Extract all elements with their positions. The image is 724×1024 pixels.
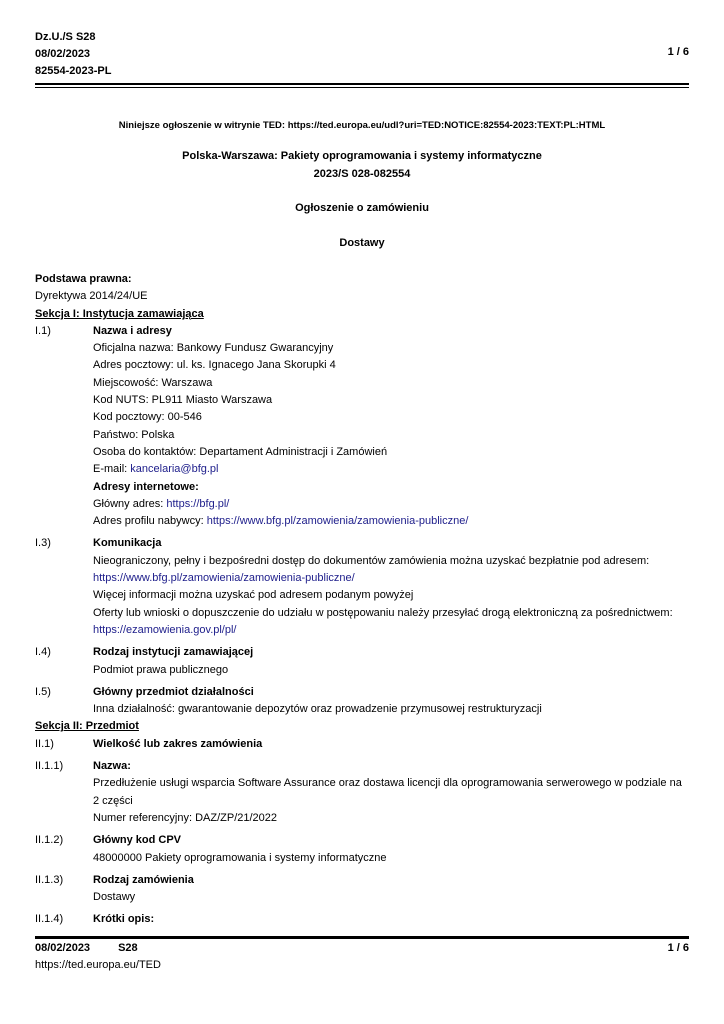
body-line [93, 479, 689, 496]
item-content [93, 736, 689, 753]
text-run: Adres profilu nabywcy: [93, 515, 207, 528]
item-heading: Krótki opis: [93, 913, 155, 926]
text-run: Numer referencyjny: DAZ/ZP/21/2022 [93, 811, 278, 824]
body-line [93, 496, 689, 513]
numbered-item [35, 832, 689, 867]
item-heading: Rodzaj instytucji zamawiającej [93, 646, 254, 659]
body-line [93, 605, 689, 640]
item-label: I.5) [35, 685, 51, 698]
item-heading: Wielkość lub zakres zamówienia [93, 737, 263, 750]
section-heading: Sekcja II: Przedmiot [35, 720, 139, 733]
text-run: 48000000 Pakiety oprogramowania i systemy informatyczne [93, 851, 387, 864]
item-content [93, 832, 689, 867]
numbered-item [35, 911, 689, 928]
footer-url: https://ted.europa.eu/TED [35, 959, 161, 971]
text-run: Oficjalna nazwa: Bankowy Fundusz Gwarancyjny [93, 342, 334, 355]
text-run: Nieograniczony, pełny i bezpośredni dostęp do dokumentów zamówienia można uzyskać bezpłatnie pod adresem: [93, 554, 650, 567]
body-line [93, 444, 689, 461]
numbered-item [35, 758, 689, 827]
text-run: E-mail: [93, 463, 131, 476]
footer-series: S28 [118, 942, 138, 954]
document-title-line1: Polska-Warszawa: Pakiety oprogramowania i systemy informatyczne [182, 150, 542, 162]
body-line [93, 553, 689, 588]
header-date: 08/02/2023 [35, 48, 91, 60]
item-content [93, 684, 689, 719]
body-line [93, 392, 689, 409]
body-line [93, 409, 689, 426]
notice-type-heading: Ogłoszenie o zamówieniu [295, 202, 429, 214]
doc-link[interactable]: https://www.bfg.pl/zamowienia/zamowienia-publiczne/ [93, 572, 355, 585]
legal-basis-value: Dyrektywa 2014/24/UE [35, 290, 148, 303]
header-page-indicator: 1 / 6 [667, 46, 689, 58]
doc-link[interactable]: kancelaria@bfg.pl [130, 463, 219, 476]
item-label: II.1.3) [35, 873, 64, 886]
item-label: I.4) [35, 646, 51, 659]
item-content [93, 535, 689, 639]
header-divider [35, 83, 689, 88]
item-content [93, 758, 689, 827]
header-notice-id: 82554-2023-PL [35, 65, 112, 77]
item-heading: Komunikacja [93, 537, 162, 550]
doc-link[interactable]: https://ezamowienia.gov.pl/pl/ [93, 623, 237, 636]
section-heading: Sekcja I: Instytucja zamawiająca [35, 307, 204, 320]
doc-link[interactable]: https://bfg.pl/ [166, 497, 230, 510]
numbered-item [35, 872, 689, 907]
item-heading: Nazwa: [93, 760, 131, 773]
contract-type-heading: Dostawy [339, 237, 385, 249]
body-line [93, 889, 689, 906]
footer-date: 08/02/2023 [35, 942, 91, 954]
text-run: Kod pocztowy: 00-546 [93, 411, 202, 424]
document-title-line2: 2023/S 028-082554 [313, 168, 411, 180]
item-label: II.1.4) [35, 913, 64, 926]
document-body [35, 271, 689, 929]
text-run: Więcej informacji można uzyskać pod adresem podanym powyżej [93, 589, 414, 602]
item-heading: Rodzaj zamówienia [93, 873, 194, 886]
body-line [93, 427, 689, 444]
footer-divider [35, 936, 689, 939]
numbered-item [35, 736, 689, 753]
page-header [35, 29, 111, 80]
text-run: Przedłużenie usługi wsparcia Software Assurance oraz dostawa licencji dla oprogramowania serwerowego w podziale na 2 części [93, 777, 682, 807]
text-run: Adres pocztowy: ul. ks. Ignacego Jana Skorupki 4 [93, 359, 336, 372]
item-heading: Główny kod CPV [93, 834, 182, 847]
text-run: Dostawy [93, 891, 136, 904]
document-title [0, 147, 724, 183]
body-line [93, 513, 689, 530]
item-content [93, 644, 689, 679]
body-line [93, 775, 689, 810]
body-line [93, 850, 689, 867]
item-content [93, 323, 689, 531]
numbered-item [35, 684, 689, 719]
body-line [93, 461, 689, 478]
bold-text-run: Adresy internetowe: [93, 480, 199, 493]
numbered-item [35, 644, 689, 679]
legal-basis-heading: Podstawa prawna: [35, 273, 132, 285]
body-line [93, 375, 689, 392]
text-run: Główny adres: [93, 497, 167, 510]
text-run: Osoba do kontaktów: Departament Administracji i Zamówień [93, 445, 388, 458]
footer-page-indicator: 1 / 6 [667, 942, 689, 954]
body-line [93, 340, 689, 357]
doc-link[interactable]: https://www.bfg.pl/zamowienia/zamowienia-publiczne/ [206, 515, 469, 528]
item-label: I.3) [35, 537, 51, 550]
text-run: Podmiot prawa publicznego [93, 663, 229, 676]
item-label: II.1) [35, 737, 54, 750]
body-line [93, 357, 689, 374]
body-line [93, 587, 689, 604]
body-line [93, 701, 689, 718]
numbered-item [35, 323, 689, 531]
item-heading: Główny przedmiot działalności [93, 685, 254, 698]
body-line [93, 662, 689, 679]
text-run: Oferty lub wnioski o dopuszczenie do udziału w postępowaniu należy przesyłać drogą elektroniczną za pośrednictwem: [93, 606, 673, 619]
text-run: Kod NUTS: PL911 Miasto Warszawa [93, 394, 273, 407]
text-run: Miejscowość: Warszawa [93, 376, 213, 389]
body-line [93, 810, 689, 827]
item-label: II.1.1) [35, 760, 64, 773]
page-footer [35, 942, 689, 954]
item-heading: Nazwa i adresy [93, 324, 172, 337]
item-content [93, 872, 689, 907]
numbered-item [35, 535, 689, 639]
header-journal: Dz.U./S S28 [35, 31, 96, 43]
item-label: II.1.2) [35, 834, 64, 847]
item-label: I.1) [35, 324, 51, 337]
item-content [93, 911, 689, 928]
text-run: Inna działalność: gwarantowanie depozytów oraz prowadzenie przymusowej restrukturyzacji [93, 703, 542, 716]
text-run: Państwo: Polska [93, 428, 175, 441]
ted-notice-link-line: Niniejsze ogłoszenie w witrynie TED: https://ted.europa.eu/udl?uri=TED:NOTICE:82554-2023:TEXT:PL:HTML [118, 120, 606, 131]
